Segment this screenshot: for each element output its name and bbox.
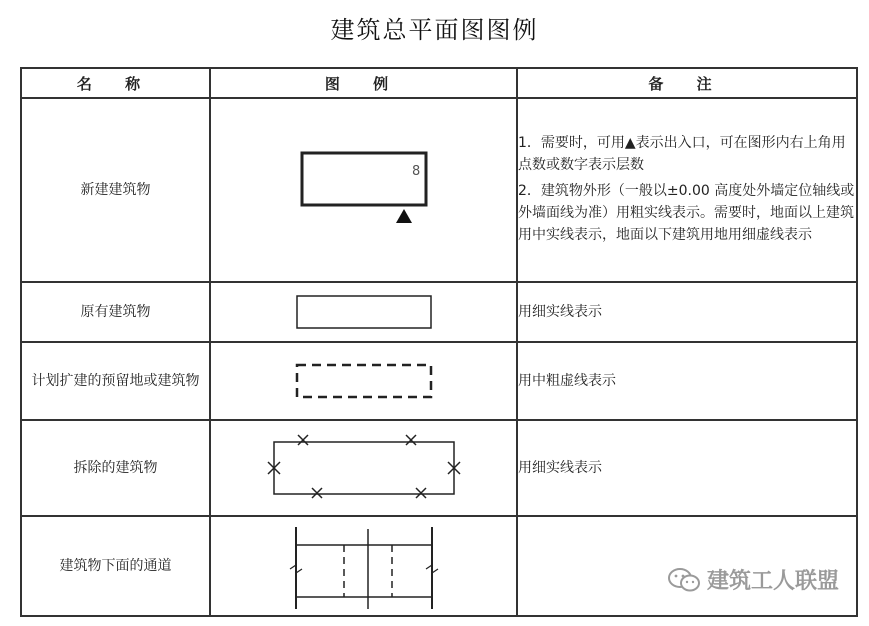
row-remark (517, 98, 857, 282)
row-remark: 用细实线表示 (517, 420, 857, 516)
table-row (21, 420, 857, 516)
remark-line-2: 2．建筑物外形（一般以±0.00 高度处外墙定位轴线或外墙面线为准）用粗实线表示。需要时，地面以上建筑用中实线表示，地面以下建筑用地用细虚线表示 (518, 183, 855, 243)
table-header-row (21, 68, 857, 98)
legend-table (20, 67, 858, 617)
header-remark: 备 注 (517, 68, 857, 98)
table-row (21, 98, 857, 282)
wechat-icon (667, 567, 701, 593)
row-name: 计划扩建的预留地或建筑物 (21, 342, 210, 420)
cross-marks (268, 435, 460, 498)
passage-symbol (284, 521, 444, 611)
row-name: 拆除的建筑物 (21, 420, 210, 516)
demolished-building-symbol (264, 432, 464, 504)
entrance-triangle-icon (396, 209, 412, 223)
table-row (21, 282, 857, 342)
existing-building-symbol (294, 292, 434, 332)
planned-building-symbol (294, 361, 434, 401)
row-name: 建筑物下面的通道 (21, 516, 210, 616)
header-name: 名 称 (21, 68, 210, 98)
table-row (21, 342, 857, 420)
row-remark: 用中粗虚线表示 (517, 342, 857, 420)
symbol-existing-building (210, 282, 517, 342)
new-building-symbol (284, 145, 444, 235)
row-name: 原有建筑物 (21, 282, 210, 342)
header-legend: 图 例 (210, 68, 517, 98)
row-remark: 用细实线表示 (517, 282, 857, 342)
symbol-new-building (210, 98, 517, 282)
watermark-text: 建筑工人联盟 (706, 569, 839, 594)
floor-number: 8 (411, 164, 420, 179)
symbol-passage (210, 516, 517, 616)
row-name: 新建建筑物 (21, 98, 210, 282)
symbol-planned-building (210, 342, 517, 420)
symbol-demolished-building (210, 420, 517, 516)
remark-line-1: 1．需要时，可用▲表示出入口，可在图形内右上角用点数或数字表示层数 (518, 135, 846, 173)
watermark (667, 564, 839, 595)
page-title: 建筑总平面图图例 (330, 16, 539, 44)
